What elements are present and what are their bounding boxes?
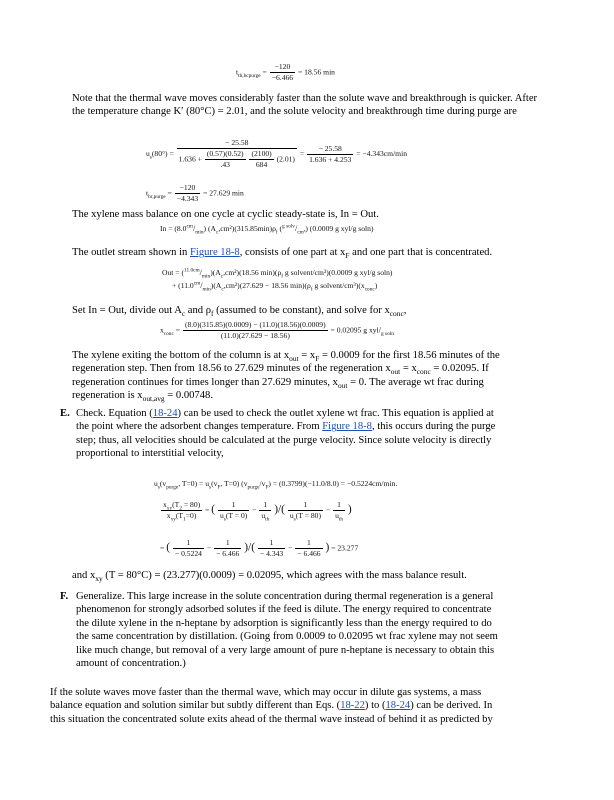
equation-purge-velocity: $u_s(v_{purge}$, $T=0) = u_s(v_F$, T=0) $(v_{purge}/v_F) = (0.3799)(-11.0/8.0) = -0.5224cm/\min$. <box>154 479 398 491</box>
paragraph-set-in-out: Set In = Out, divide out $A_c$ and $\rho_f$ (assumed to be constant), and solve for $x_{conc}$, <box>72 305 407 319</box>
paragraph-mass-balance: The xylene mass balance on one cycle at cyclic steady-state is, In = Out. <box>72 209 379 220</box>
link-eq-18-24-b[interactable]: 18-24 <box>385 700 411 712</box>
step-e-check: Check. Equation (18-24) can be used to check the outlet xylene wt frac. This equation is applied at the point where the adsorbent changes temperature. From Figure 18-8, this occurs during the purge step; thus, all velocities should be calculated at the purge velocity. Since solute velocity is directly proportional to interstitial velocity, <box>76 408 496 460</box>
link-figure-18-8-b[interactable]: Figure 18-8 <box>322 421 372 433</box>
step-f-generalize: Generalize. This large increase in the solute concentration during thermal regeneration is a general phenomenon for strongly adsorbed solutes if the feed is dilute. The energy required to concentrate the dilute xylene in the n-heptane by adsorption is significantly less than the energy required to do the same concentration by distillation. (Going from 0.0009 to 0.02095 wt frac xylene may not seem like much change, but removal of a very large amount of pure n-heptane is necessary to obtain this amount of concentration.) <box>76 591 498 670</box>
step-f-label: F. <box>60 591 69 602</box>
equation-xconc: $x_{conc}$ = $\frac{(8.0)(315.85)(0.0009) - (11.0)(18.56)(0.0009)}{(11.0)(27.629 - 18.56)}$ = 0.02095 g xyl/$_{g soln}$ <box>160 320 394 340</box>
equation-concentration-ratio: $\frac{x_{xy}(T_2 = 80)}{x_{xy}(T_1=0)}$ = ( $\frac{1}{u_s(T = 0)}$ − $\frac{1}{u_{th}}$ )/( $\frac{1}{u_s(T = 80)}$ − $\frac{1}{u_{th}}$ ) <box>163 500 352 523</box>
step-e-label: E. <box>60 408 70 419</box>
equation-purge-breakthrough: $t_{br,purge}$ = $\frac{-120}{-4.343}$ = 27.629 min <box>146 183 244 203</box>
paragraph-thermal-wave: Note that the thermal wave moves considerably faster than the solute wave and breakthrough is quicker. After the temperature change K′ (80°C) = 2.01, and the solute velocity and breakthrough time during purge are <box>72 93 538 118</box>
equation-ratio-value: = ( $\frac{1}{- 0.5224}$ − $\frac{1}{- 6.466}$ )/( $\frac{1}{- 4.343}$ − $\frac{1}{- 6.466}$ ) = 23.277 <box>160 538 359 558</box>
equation-out: Out = $(^{11.0cm}/_{min})(A_c,cm^2)(18.56$ $\min)(\rho_f$ g solvent/cm³)(0.0009 g xyl/g soln) + $(11.0^{cm}/_{min})(A_c,cm^2)(27.629 - 18.56$ $\min)(\rho_f$ g solvent/$cm^3)(x_{conc})$ <box>162 267 393 293</box>
paragraph-agreement: and $x_{xy}$ (T = 80°C) = (23.277)(0.0009) = 0.02095, which agrees with the mass balance result. <box>72 570 467 584</box>
paragraph-xylene-exiting: The xylene exiting the bottom of the column is at $x_{out} = x_F = 0.0009$ for the first 18.56 minutes of the regeneration step. Then from 18.56 to 27.629 minutes of the regeneration $x_{out} = x_{conc} = 0.02095$. If regeneration continues for times longer than 27.629 minutes, $x_{out} = 0$. The average wt frac during regeneration is $x_{out,avg} = 0.00748$. <box>72 350 500 404</box>
equation-solute-velocity: $u_s(80^\circ)$ = − 25.58 1.636 + $\frac{(0.57)(0.52)}{.43}$ $\frac{(2100)}{684}$ (2.01) = $\frac{- 25.58}{1.636 + 4.253}$ = −4.343cm/min <box>146 138 407 169</box>
link-eq-18-24[interactable]: 18-24 <box>152 408 178 419</box>
paragraph-outlet-stream: The outlet stream shown in Figure 18-8, consists of one part at $x_F$ and one part that is concentrated. <box>72 247 493 261</box>
link-eq-18-22[interactable]: 18-22 <box>340 700 365 712</box>
equation-in: $In = (8.0^{cm}/_{min})$ $(A_c,cm^2)(315.85\min)\rho_f$ $(^{g solv}/_{cm^3})$ (0.0009 g xyl/g soln) <box>160 223 374 236</box>
link-figure-18-8[interactable]: Figure 18-8 <box>189 247 240 258</box>
equation-thermal-breakthrough: $t_{th,bcpurge}$ = $\frac{-120}{-6.466}$ = 18.56 min <box>236 62 335 82</box>
paragraph-solute-faster: If the solute waves move faster than the thermal wave, which may occur in dilute gas systems, a mass balance equation and solution similar but subtly different than Eqs. (18-22) to (18-24) can be derived. In this situation the concentrated solute exits ahead of the thermal wave instead of behind it as predicted by <box>50 687 493 725</box>
